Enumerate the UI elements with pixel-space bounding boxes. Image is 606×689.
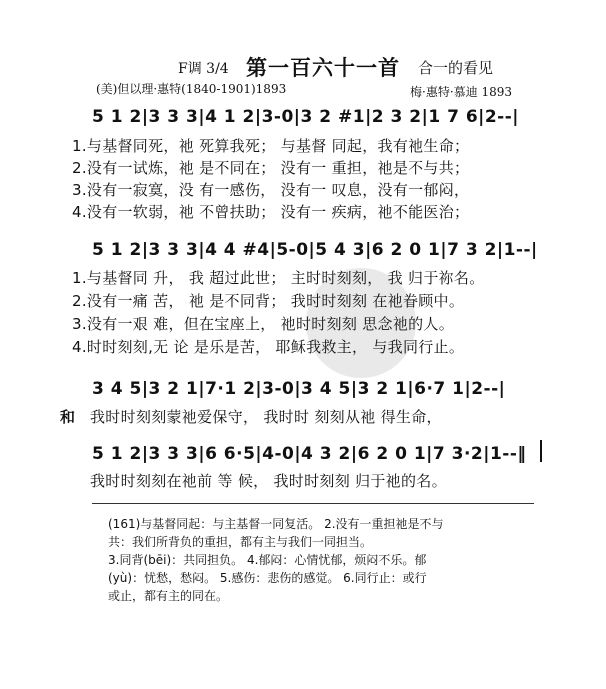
chorus-label: 和 [60, 408, 76, 426]
lyric-line: 3.没有一艰 难，但在宝座上， 祂时时刻刻 思念祂的人。 [72, 315, 455, 333]
footnote-line: 共：我们所背负的重担，都有主与我们一同担当。 [108, 535, 373, 549]
lyric-line: 2.没有一试炼，祂 是不同在； 没有一 重担，祂是不与共； [72, 159, 470, 177]
lyric-line: 1.与基督同死，祂 死算我死； 与基督 同起，我有祂生命； [72, 137, 470, 155]
author-credit: (美)但以理·惠特(1840-1901)1893 [96, 82, 287, 96]
notation-line-3: 3 4 5|3 2 1|7·1 2|3-0|3 4 5|3 2 1|6·7 1|2--| [92, 379, 506, 399]
lyric-line: 4.没有一软弱，祂 不曾扶助； 没有一 疾病，祂不能医治； [72, 203, 470, 221]
lyric-line: 我时时刻刻在祂前 等 候， 我时时刻刻 归于祂的名。 [90, 472, 447, 490]
lyric-line: 我时时刻刻蒙祂爱保守， 我时时 刻刻从祂 得生命， [90, 408, 442, 426]
lyric-line: 2.没有一痛 苦， 祂 是不同背； 我时时刻刻 在祂眷顾中。 [72, 292, 465, 310]
composer-credit: 梅·惠特·慕迪 1893 [410, 85, 512, 99]
notation-line-4: 5 1 2|3 3 3|6 6·5|4-0|4 3 2|6 2 0 1|7 3·2|1--‖ [92, 444, 527, 464]
lyric-line: 1.与基督同 升， 我 超过此世； 主时时刻刻， 我 归于祢名。 [72, 269, 485, 287]
hymn-title: 第一百六十一首 [246, 55, 400, 80]
hymn-subtitle: 合一的看见 [418, 59, 494, 77]
footnote-divider [92, 503, 534, 504]
footnote-line: 或止，都有主的同在。 [108, 589, 229, 603]
footnote-line: (yù)：忧愁，愁闷。 5.感伤：悲伤的感觉。 6.同行止：或行 [108, 571, 427, 585]
key-signature: F调 3/4 [178, 61, 229, 77]
lyric-line: 4.时时刻刻,无 论 是乐是苦， 耶稣我救主， 与我同行止。 [72, 338, 465, 356]
notation-line-2: 5 1 2|3 3 3|4 4 #4|5-0|5 4 3|6 2 0 1|7 3 2|1--| [92, 240, 538, 260]
lyric-line: 3.没有一寂寞，没 有一感伤， 没有一 叹息，没有一郁闷， [72, 181, 470, 199]
notation-line-1: 5 1 2|3 3 3|4 1 2|3-0|3 2 #1|2 3 2|1 7 6|2--| [92, 107, 520, 127]
footnote-line: 3.同背(bēi)：共同担负。 4.郁闷：心情忧郁，烦闷不乐。郁 [108, 553, 427, 567]
final-barline [540, 440, 542, 462]
footnote-line: (161)与基督同起：与主基督一同复活。 2.没有一重担祂是不与 [108, 517, 444, 531]
